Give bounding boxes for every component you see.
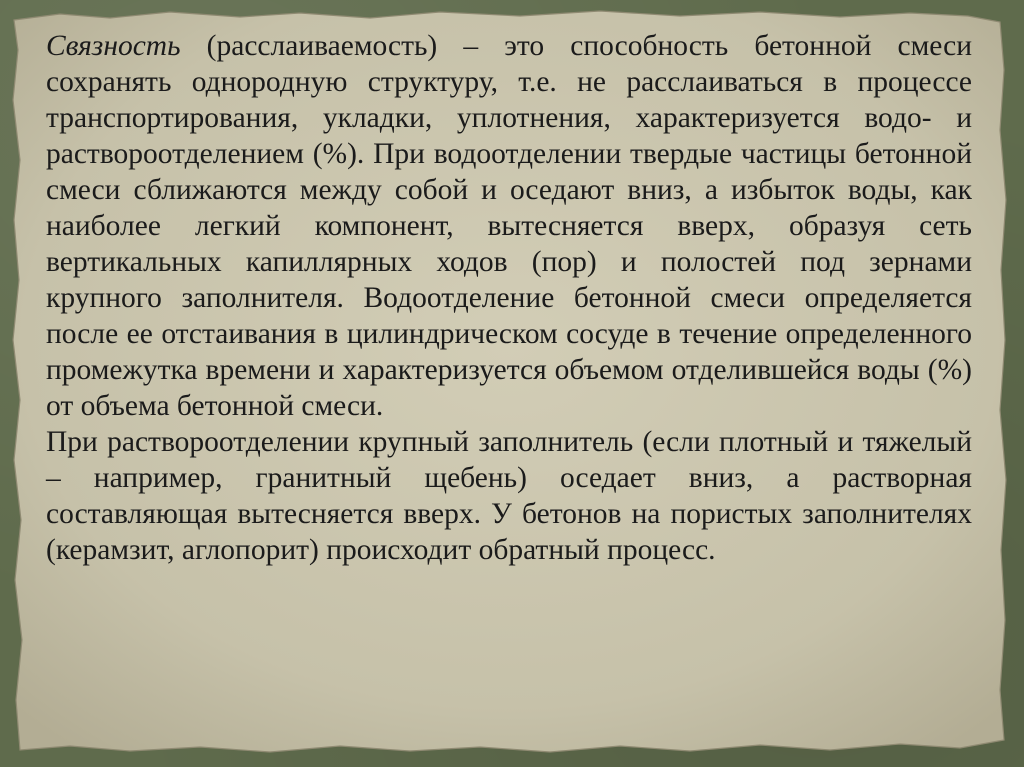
term-cohesion: Связность — [46, 30, 181, 62]
paragraph-mortar-separation: При раствороотделении крупный заполнитель (если плотный и тяжелый – например, гранитный щебень) оседает вниз, а растворная составляющая вытесняется вверх. У бетонов на пористых заполнителях (керамзит, аглопорит) происходит обратный процесс. — [46, 426, 972, 566]
paragraph-cohesion — [46, 28, 972, 424]
body-text — [46, 28, 972, 568]
paragraph-cohesion-text: (расслаиваемость) – это способность бетонной смеси сохранять однородную структуру, т.е. не расслаиваться в процессе транспортирования, укладки, уплотнения, характеризуется водо- и раствороотделением (%). При водоотделении твердые частицы бетонной смеси сближаются между собой и оседают вниз, а избыток воды, как наиболее легкий компонент, вытесняется вверх, образуя сеть вертикальных капиллярных ходов (пор) и полостей под зернами крупного заполнителя. Водоотделение бетонной смеси определяется после ее отстаивания в цилиндрическом сосуде в течение определенного промежутка времени и характеризуется объемом отделившейся воды (%) от объема бетонной смеси. — [46, 30, 972, 422]
